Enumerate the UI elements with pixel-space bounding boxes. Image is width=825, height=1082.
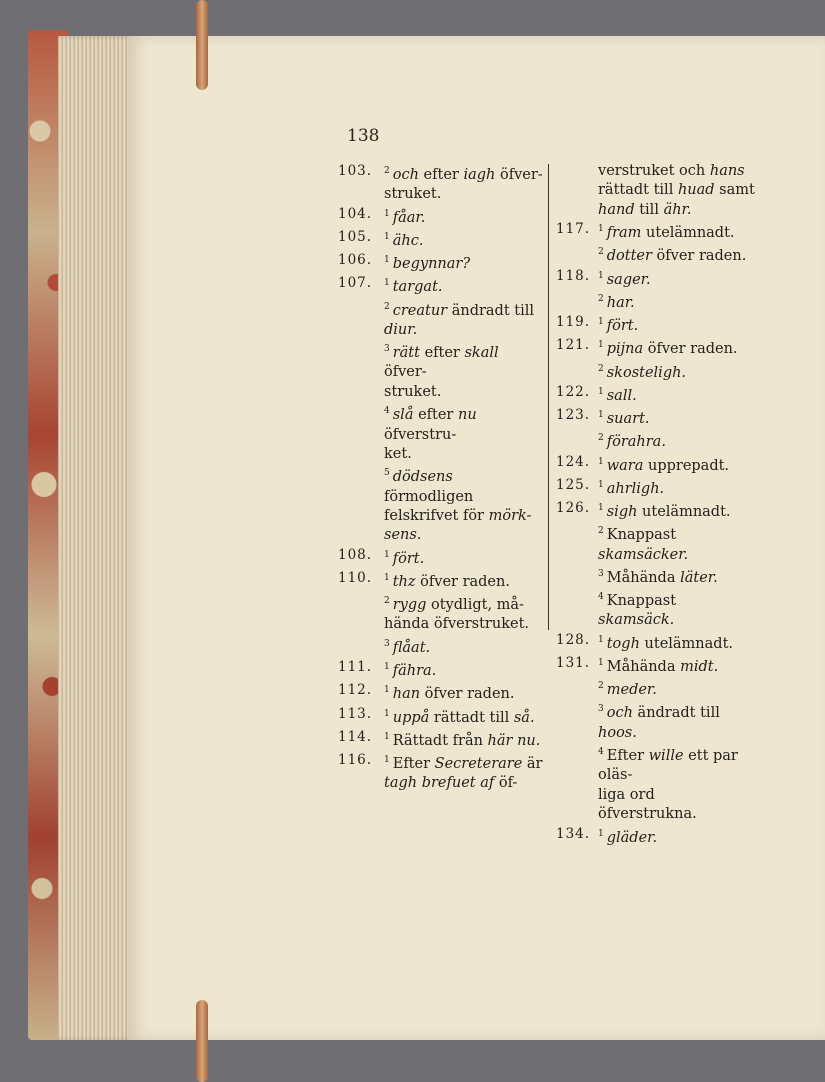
footnote-marker: 4 bbox=[598, 747, 604, 758]
note-line bbox=[338, 728, 543, 751]
note-number bbox=[338, 592, 384, 615]
note-number: 134. bbox=[556, 825, 591, 842]
italic-word: skamsäcker. bbox=[598, 546, 689, 563]
note-number: 112. bbox=[338, 682, 373, 699]
note-text bbox=[384, 298, 543, 321]
italic-word: begynnar? bbox=[392, 255, 471, 272]
note-line bbox=[338, 546, 543, 569]
plain-text: öfver- bbox=[384, 364, 427, 381]
italic-word: skosteligh. bbox=[606, 364, 687, 381]
footnote-marker: 1 bbox=[384, 231, 390, 242]
note-text bbox=[598, 476, 756, 499]
note-line bbox=[338, 658, 543, 681]
italic-word: ahrligh. bbox=[606, 480, 665, 497]
italic-word: skamsäck. bbox=[598, 612, 675, 629]
footnote-marker: 1 bbox=[598, 317, 604, 328]
note-text bbox=[598, 243, 756, 266]
italic-word: diur. bbox=[384, 321, 418, 338]
plain-text: Efter bbox=[606, 747, 649, 764]
plain-text: öfverstru- bbox=[384, 426, 457, 443]
italic-word: har. bbox=[606, 294, 635, 311]
note-number bbox=[338, 635, 384, 658]
italic-word: meder. bbox=[606, 682, 657, 699]
footnote-marker: 1 bbox=[598, 456, 604, 467]
note-number bbox=[338, 774, 384, 793]
note-line bbox=[556, 631, 756, 654]
note-line bbox=[338, 751, 543, 774]
note-text bbox=[598, 631, 756, 654]
note-number: 111. bbox=[338, 659, 373, 676]
note-number: 110. bbox=[338, 570, 373, 586]
note-number bbox=[338, 445, 384, 464]
note-text bbox=[598, 565, 756, 588]
italic-word: fört. bbox=[392, 550, 425, 567]
footnote-marker: 1 bbox=[598, 340, 604, 351]
italic-word: wille bbox=[648, 747, 684, 764]
plain-text: struket. bbox=[384, 186, 442, 203]
note-line bbox=[338, 569, 543, 592]
plain-text: otydligt, må- bbox=[426, 597, 524, 614]
note-number: 125. bbox=[556, 476, 591, 493]
note-text bbox=[384, 340, 543, 383]
note-text bbox=[384, 635, 543, 658]
plain-text: verstruket och bbox=[598, 163, 710, 179]
italic-word: här nu. bbox=[487, 732, 541, 749]
italic-word: thz bbox=[392, 573, 416, 590]
plain-text: efter bbox=[419, 345, 465, 362]
note-number bbox=[556, 360, 598, 383]
note-text bbox=[598, 453, 756, 476]
footnote-marker: 1 bbox=[598, 503, 604, 514]
footnote-marker: 1 bbox=[384, 685, 390, 696]
note-line bbox=[556, 429, 756, 452]
note-number bbox=[556, 162, 598, 181]
note-text bbox=[384, 751, 543, 774]
note-text bbox=[598, 654, 756, 677]
footnote-marker: 1 bbox=[598, 224, 604, 235]
plain-text: samt bbox=[714, 182, 755, 199]
footnote-marker: 1 bbox=[598, 479, 604, 490]
note-number bbox=[556, 743, 598, 786]
note-number: 105. bbox=[338, 228, 373, 245]
italic-word: slå bbox=[392, 407, 414, 424]
note-number bbox=[338, 298, 384, 321]
note-line bbox=[338, 205, 543, 228]
footnote-marker: 3 bbox=[598, 568, 604, 579]
note-line bbox=[556, 654, 756, 677]
plain-text: Måhända bbox=[606, 569, 681, 586]
note-number: 114. bbox=[338, 728, 373, 745]
note-line bbox=[556, 406, 756, 429]
note-number: 104. bbox=[338, 205, 373, 222]
note-number: 123. bbox=[556, 407, 591, 424]
footnote-marker: 5 bbox=[384, 468, 390, 479]
note-text bbox=[598, 267, 756, 290]
note-line bbox=[556, 522, 756, 565]
note-line bbox=[338, 298, 543, 321]
column-divider bbox=[548, 164, 549, 630]
italic-word: sigh bbox=[606, 503, 638, 520]
note-text bbox=[384, 615, 543, 634]
note-line bbox=[338, 507, 543, 526]
plain-text: Måhända bbox=[606, 658, 681, 675]
bottom-clip bbox=[196, 1000, 208, 1082]
note-text bbox=[598, 181, 756, 200]
italic-word: gläder. bbox=[606, 829, 658, 846]
note-line bbox=[556, 162, 756, 181]
italic-word: suart. bbox=[606, 410, 650, 427]
notes-left-column bbox=[338, 162, 543, 794]
plain-text: struket. bbox=[384, 383, 442, 400]
italic-word: och bbox=[606, 705, 633, 722]
note-number bbox=[338, 185, 384, 204]
italic-word: Secreterare bbox=[434, 755, 523, 772]
footnote-marker: 1 bbox=[598, 634, 604, 645]
note-number bbox=[556, 786, 598, 825]
note-number: 107. bbox=[338, 275, 373, 292]
note-line bbox=[556, 499, 756, 522]
note-text bbox=[384, 274, 543, 297]
note-text bbox=[598, 336, 756, 359]
note-text bbox=[598, 201, 756, 220]
note-text bbox=[598, 825, 756, 848]
note-text bbox=[598, 220, 756, 243]
note-number: 122. bbox=[556, 383, 591, 400]
footnote-marker: 1 bbox=[598, 386, 604, 397]
note-text bbox=[598, 383, 756, 406]
footnote-marker: 4 bbox=[384, 406, 390, 417]
note-number bbox=[338, 615, 384, 634]
note-text bbox=[384, 228, 543, 251]
note-number: 128. bbox=[556, 631, 591, 648]
note-line bbox=[556, 243, 756, 266]
footnote-marker: 1 bbox=[384, 549, 390, 560]
note-line bbox=[556, 383, 756, 406]
plain-text: ändradt till bbox=[447, 302, 535, 319]
plain-text: Efter bbox=[392, 755, 435, 772]
note-number: 124. bbox=[556, 453, 591, 470]
footnote-marker: 1 bbox=[384, 662, 390, 673]
note-line bbox=[338, 402, 543, 445]
note-number: 108. bbox=[338, 546, 373, 563]
note-number bbox=[338, 340, 384, 383]
note-text bbox=[384, 658, 543, 681]
plain-text: ändradt till bbox=[632, 705, 720, 722]
footnote-marker: 2 bbox=[384, 166, 390, 176]
italic-word: targat. bbox=[392, 279, 443, 296]
note-number bbox=[338, 383, 384, 402]
note-line bbox=[338, 162, 543, 185]
note-text bbox=[598, 499, 756, 522]
italic-word: togh bbox=[606, 635, 640, 652]
note-line bbox=[556, 267, 756, 290]
italic-word: sens. bbox=[384, 527, 422, 544]
note-text bbox=[598, 522, 756, 565]
italic-word: hans bbox=[709, 163, 745, 179]
note-text bbox=[384, 774, 543, 793]
italic-word: sall. bbox=[606, 387, 637, 404]
italic-word: nu bbox=[457, 407, 477, 424]
note-line bbox=[556, 588, 756, 631]
note-number bbox=[338, 402, 384, 445]
italic-word: ähr. bbox=[663, 201, 692, 218]
page-edges bbox=[58, 36, 134, 1040]
plain-text: öfver raden. bbox=[420, 686, 515, 703]
note-number bbox=[556, 700, 598, 743]
italic-word: uppå bbox=[392, 709, 430, 726]
footnote-marker: 2 bbox=[598, 433, 604, 444]
notes-right-column bbox=[556, 162, 756, 848]
note-number: 116. bbox=[338, 752, 373, 769]
italic-word: mörk- bbox=[488, 507, 532, 524]
footnote-marker: 1 bbox=[598, 828, 604, 839]
note-number bbox=[338, 321, 384, 340]
note-text bbox=[598, 700, 756, 743]
italic-word: creatur bbox=[392, 302, 448, 319]
plain-text: ket. bbox=[384, 445, 412, 462]
plain-text: Rättadt från bbox=[392, 732, 488, 749]
note-number bbox=[556, 588, 598, 631]
note-number bbox=[338, 464, 384, 507]
italic-word: wara bbox=[606, 457, 644, 474]
footnote-marker: 1 bbox=[598, 658, 604, 669]
note-line bbox=[556, 476, 756, 499]
note-line bbox=[338, 445, 543, 464]
footnote-marker: 1 bbox=[598, 410, 604, 421]
note-line bbox=[556, 453, 756, 476]
italic-word: huad bbox=[677, 182, 715, 199]
footnote-marker: 2 bbox=[598, 681, 604, 692]
italic-word: fram bbox=[606, 225, 642, 242]
footnote-marker: 1 bbox=[598, 270, 604, 281]
note-number: 117. bbox=[556, 221, 591, 238]
note-text bbox=[384, 383, 543, 402]
footnote-marker: 2 bbox=[598, 247, 604, 258]
note-number bbox=[556, 677, 598, 700]
note-text bbox=[384, 321, 543, 340]
plain-text: Knappast bbox=[606, 592, 677, 609]
note-number: 118. bbox=[556, 267, 591, 284]
plain-text: felskrifvet för bbox=[384, 507, 489, 524]
note-text bbox=[598, 406, 756, 429]
note-number bbox=[338, 507, 384, 526]
plain-text: Knappast bbox=[606, 527, 677, 544]
note-text bbox=[598, 743, 756, 786]
note-line bbox=[556, 565, 756, 588]
note-line bbox=[556, 700, 756, 743]
note-text bbox=[384, 592, 543, 615]
note-text bbox=[598, 290, 756, 313]
plain-text: öfver raden. bbox=[415, 573, 510, 590]
note-number bbox=[338, 526, 384, 545]
note-text bbox=[384, 402, 543, 445]
note-line bbox=[556, 313, 756, 336]
plain-text: förmodligen bbox=[384, 488, 474, 505]
italic-word: förahra. bbox=[606, 434, 666, 451]
italic-word: fähra. bbox=[392, 662, 437, 679]
note-line bbox=[338, 592, 543, 615]
plain-text: efter bbox=[418, 166, 464, 183]
note-line bbox=[338, 635, 543, 658]
note-line bbox=[338, 251, 543, 274]
note-line bbox=[556, 786, 756, 825]
plain-text: öfver raden. bbox=[643, 341, 738, 358]
note-line bbox=[338, 615, 543, 634]
note-line bbox=[338, 185, 543, 204]
plain-text: öfver raden. bbox=[651, 248, 747, 265]
footnote-marker: 1 bbox=[384, 755, 390, 766]
italic-word: iagh bbox=[463, 166, 496, 183]
note-number: 103. bbox=[338, 163, 373, 179]
note-line bbox=[556, 336, 756, 359]
italic-word: hand bbox=[598, 201, 635, 218]
note-text bbox=[384, 681, 543, 704]
note-text bbox=[598, 162, 756, 181]
note-number: 106. bbox=[338, 252, 373, 269]
note-line bbox=[556, 825, 756, 848]
note-number bbox=[556, 243, 598, 266]
plain-text: är bbox=[522, 755, 543, 772]
plain-text: upprepadt. bbox=[643, 457, 730, 474]
note-number: 121. bbox=[556, 337, 591, 354]
footnote-marker: 1 bbox=[384, 255, 390, 266]
note-text bbox=[598, 786, 756, 825]
note-line bbox=[338, 681, 543, 704]
note-text bbox=[384, 507, 543, 526]
note-line bbox=[338, 705, 543, 728]
note-text bbox=[598, 588, 756, 631]
footnote-marker: 4 bbox=[598, 592, 604, 603]
footnote-marker: 2 bbox=[384, 301, 390, 312]
note-text bbox=[384, 546, 543, 569]
note-text bbox=[598, 677, 756, 700]
italic-word: flåat. bbox=[392, 639, 431, 656]
note-line bbox=[556, 201, 756, 220]
note-line bbox=[338, 526, 543, 545]
italic-word: hoos. bbox=[598, 724, 637, 741]
italic-word: han bbox=[392, 686, 421, 703]
footnote-marker: 2 bbox=[598, 293, 604, 304]
note-line bbox=[338, 774, 543, 793]
italic-word: tagh brefuet af bbox=[384, 775, 495, 792]
note-number bbox=[556, 290, 598, 313]
note-text bbox=[384, 705, 543, 728]
italic-word: och bbox=[392, 166, 419, 183]
note-line bbox=[338, 274, 543, 297]
footnote-marker: 1 bbox=[384, 573, 390, 583]
note-text bbox=[598, 313, 756, 336]
note-number bbox=[556, 522, 598, 565]
italic-word: dödsens bbox=[392, 469, 453, 486]
note-number bbox=[556, 201, 598, 220]
plain-text: hända öfverstruket. bbox=[384, 616, 529, 633]
note-text bbox=[384, 205, 543, 228]
note-line bbox=[338, 228, 543, 251]
footnote-marker: 2 bbox=[598, 526, 604, 537]
note-line bbox=[556, 677, 756, 700]
top-clip bbox=[196, 0, 208, 90]
note-text bbox=[384, 185, 543, 204]
note-text bbox=[384, 464, 543, 507]
note-line bbox=[338, 383, 543, 402]
footnote-marker: 3 bbox=[598, 704, 604, 715]
note-number bbox=[556, 565, 598, 588]
note-number: 126. bbox=[556, 500, 591, 517]
note-line bbox=[556, 743, 756, 786]
plain-text: utelämnadt. bbox=[641, 225, 735, 242]
plain-text: till bbox=[634, 201, 664, 218]
italic-word: fåar. bbox=[392, 209, 426, 226]
plain-text: utelämnadt. bbox=[637, 503, 731, 520]
italic-word: sager. bbox=[606, 271, 651, 288]
note-number: 119. bbox=[556, 314, 591, 331]
plain-text: rättadt till bbox=[598, 182, 678, 199]
italic-word: skall bbox=[464, 345, 499, 362]
plain-text: öf- bbox=[494, 775, 518, 792]
note-text bbox=[384, 526, 543, 545]
footnote-marker: 1 bbox=[384, 208, 390, 219]
footnote-marker: 1 bbox=[384, 731, 390, 742]
plain-text: liga ord öfverstrukna. bbox=[598, 786, 697, 823]
note-text bbox=[384, 445, 543, 464]
note-line bbox=[338, 321, 543, 340]
note-line bbox=[556, 290, 756, 313]
plain-text: efter bbox=[413, 407, 458, 424]
note-number: 131. bbox=[556, 655, 591, 672]
note-text bbox=[598, 360, 756, 383]
footnote-marker: 2 bbox=[598, 363, 604, 374]
note-number: 113. bbox=[338, 705, 373, 722]
italic-word: midt. bbox=[680, 658, 719, 675]
plain-text: utelämnadt. bbox=[639, 635, 734, 652]
footnote-marker: 3 bbox=[384, 344, 390, 355]
plain-text: ett par oläs- bbox=[598, 747, 738, 784]
italic-word: rygg bbox=[392, 597, 427, 614]
footnote-marker: 2 bbox=[384, 596, 390, 607]
note-text bbox=[384, 162, 543, 185]
italic-word: rätt bbox=[392, 345, 420, 362]
italic-word: ähc. bbox=[392, 232, 424, 249]
note-number bbox=[556, 181, 598, 200]
italic-word: fört. bbox=[606, 317, 639, 334]
italic-word: så. bbox=[513, 709, 535, 726]
note-line bbox=[338, 464, 543, 507]
note-text bbox=[384, 728, 543, 751]
page-number: 138 bbox=[347, 126, 380, 146]
note-text bbox=[384, 251, 543, 274]
footnote-marker: 1 bbox=[384, 278, 390, 289]
italic-word: pijna bbox=[606, 341, 644, 358]
italic-word: läter. bbox=[680, 569, 718, 586]
plain-text: öfver- bbox=[495, 166, 543, 183]
italic-word: dotter bbox=[606, 248, 652, 265]
note-number bbox=[556, 429, 598, 452]
note-line bbox=[338, 340, 543, 383]
footnote-marker: 1 bbox=[384, 708, 390, 719]
note-text bbox=[384, 569, 543, 592]
footnote-marker: 3 bbox=[384, 638, 390, 649]
note-line bbox=[556, 360, 756, 383]
note-line bbox=[556, 220, 756, 243]
plain-text: rättadt till bbox=[429, 709, 514, 726]
note-text bbox=[598, 429, 756, 452]
note-line bbox=[556, 181, 756, 200]
